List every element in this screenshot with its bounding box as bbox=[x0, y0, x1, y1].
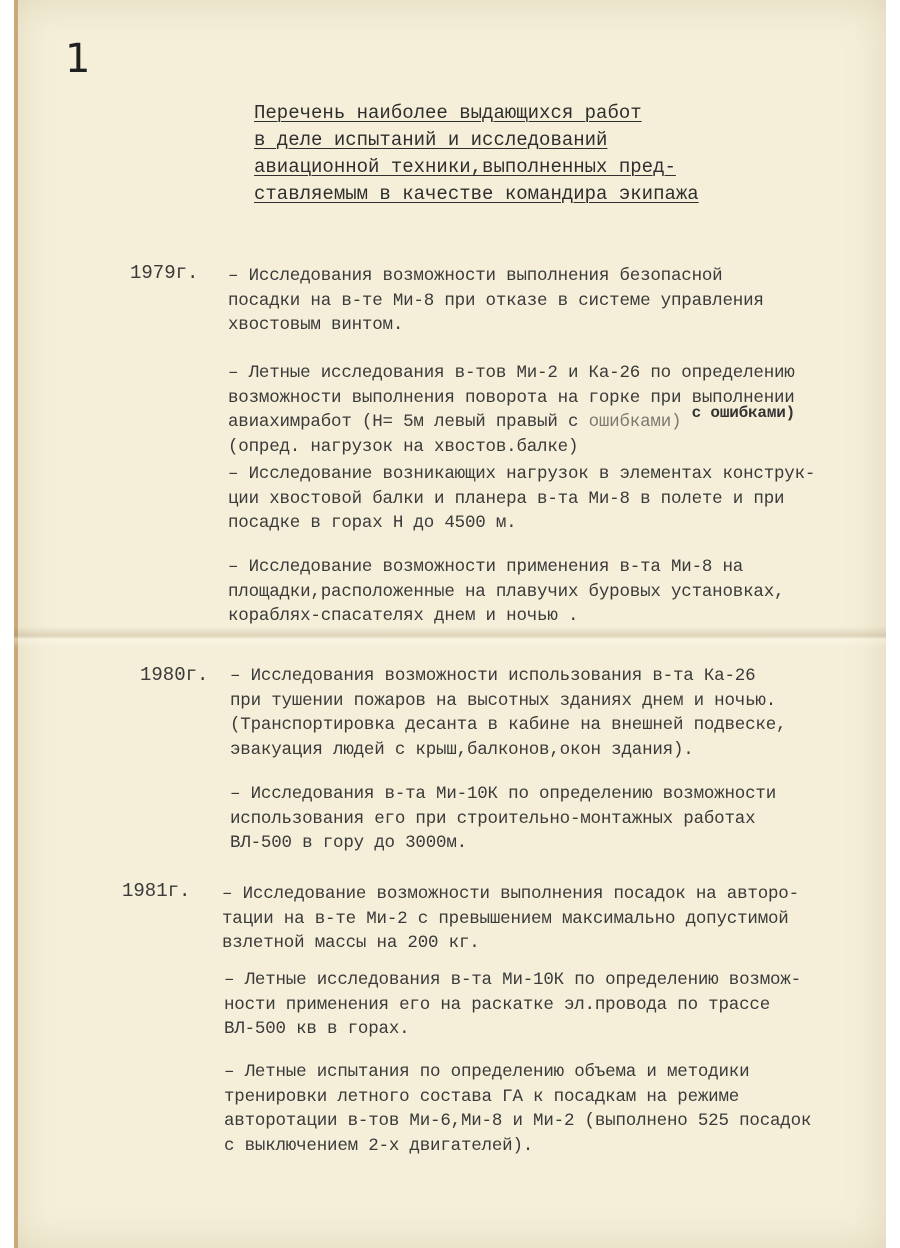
entry-line: – Исследование возникающих нагрузок в элементах конструк- bbox=[228, 464, 816, 484]
entry-line: авторотации в-тов Ми-6,Ми-8 и Ми-2 (выполнено 525 посадок bbox=[224, 1111, 812, 1131]
entry-line: посадке в горах Н до 4500 м. bbox=[228, 513, 517, 533]
entry-line: – Исследование возможности применения в-та Ми-8 на bbox=[228, 557, 744, 577]
title-line: авиационной техники,выполненных пред- bbox=[254, 156, 676, 178]
entry-line: тренировки летного состава ГА к посадкам на режиме bbox=[224, 1086, 740, 1107]
entry-1981-1 bbox=[222, 882, 799, 956]
document-page bbox=[14, 0, 886, 1248]
entry-line: с выключением 2-х двигателей). bbox=[224, 1135, 534, 1156]
entry-1981-3 bbox=[224, 1060, 811, 1158]
entry-line: – Исследование возможности выполнения посадок на авторо- bbox=[222, 884, 799, 904]
entry-line: ВЛ-500 кв в горах. bbox=[224, 1019, 410, 1039]
entry-1979-1 bbox=[228, 264, 764, 338]
entry-line: кораблях-спасателях днем и ночью . bbox=[228, 606, 579, 626]
entry-line: – Летные исследования в-та Ми-10К по определению возмож- bbox=[224, 970, 801, 990]
entry-line: тации на в-те Ми-2 с превышением максимально допустимой bbox=[222, 908, 789, 929]
entry-1980-1 bbox=[230, 664, 786, 762]
year-1980: 1980г. bbox=[140, 664, 209, 686]
entry-line: (Транспортировка десанта в кабине на внешней подвеске, bbox=[230, 715, 787, 735]
entry-line: ВЛ-500 в гору до 3000м. bbox=[230, 833, 467, 853]
entry-line: при тушении пожаров на высотных зданиях днем и ночью. bbox=[230, 690, 776, 711]
page-edge bbox=[14, 0, 18, 1248]
entry-line: ности применения его на раскатке эл.провода по трассе bbox=[224, 994, 770, 1015]
entry-line: использования его при строительно-монтажных работах bbox=[230, 808, 756, 829]
year-1981: 1981г. bbox=[122, 880, 191, 902]
entry-line: – Летные исследования в-тов Ми-2 и Ка-26 по определению bbox=[228, 363, 795, 383]
entry-line: посадки на в-те Ми-8 при отказе в системе управления bbox=[228, 290, 764, 311]
entry-1981-2 bbox=[224, 968, 801, 1042]
entry-line: площадки,расположенные на плавучих буровых установках, bbox=[228, 581, 785, 602]
entry-line: взлетной массы на 200 кг. bbox=[222, 933, 480, 953]
page-fold-crease bbox=[14, 626, 886, 648]
entry-line: эвакуация людей с крыш,балконов,окон здания). bbox=[230, 739, 694, 760]
page-number: 1 bbox=[65, 36, 91, 82]
year-1979: 1979г. bbox=[130, 262, 199, 284]
entry-line: возможности выполнения поворота на горке при выполнении bbox=[228, 387, 795, 408]
title-line: Перечень наиболее выдающихся работ bbox=[254, 102, 642, 124]
entry-line: – Исследования возможности использования в-та Ка-26 bbox=[230, 666, 756, 686]
entry-line: – Исследования возможности выполнения безопасной bbox=[228, 266, 723, 286]
entry-1979-4 bbox=[228, 555, 784, 629]
title-line: в деле испытаний и исследований bbox=[254, 129, 608, 151]
entry-line: хвостовым винтом. bbox=[228, 315, 404, 335]
entry-1980-2 bbox=[230, 782, 776, 856]
struck-text: ошибками) bbox=[588, 412, 682, 432]
document-title bbox=[254, 100, 754, 208]
entry-line-text: авиахимработ (Н= 5м левый правый с bbox=[228, 412, 579, 432]
entry-1979-2 bbox=[228, 361, 795, 459]
entry-line: – Летные испытания по определению объема и методики bbox=[224, 1062, 750, 1082]
entry-line bbox=[228, 404, 796, 435]
entry-line: (опред. нагрузок на хвостов.балке) bbox=[228, 436, 579, 457]
entry-line: ции хвостовой балки и планера в-та Ми-8 в полете и при bbox=[228, 488, 785, 509]
entry-1979-3 bbox=[228, 462, 815, 536]
entry-line: – Исследования в-та Ми-10К по определению возможности bbox=[230, 784, 776, 804]
title-line: ставляемым в качестве командира экипажа bbox=[254, 183, 699, 205]
handwritten-annotation: с ошибками) bbox=[691, 404, 796, 422]
